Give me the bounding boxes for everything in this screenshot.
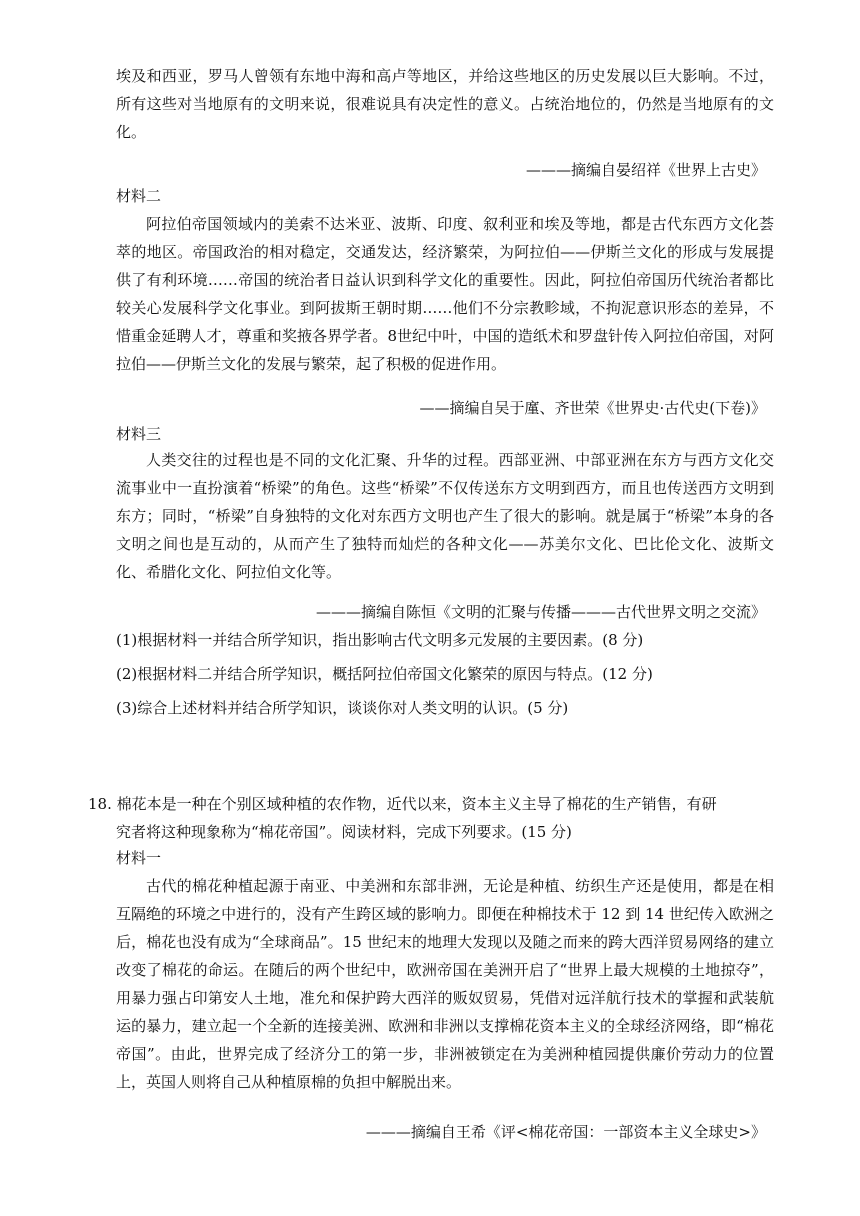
q18-material1-label: 材料一 — [116, 849, 162, 867]
material2-label: 材料二 — [116, 187, 162, 205]
material3-paragraph: 人类交往的过程也是不同的文化汇聚、升华的过程。西部亚洲、中部亚洲在东方与西方文化交流事业中一直扮演着“桥梁”的角色。这些“桥梁”不仅传送东方文明到西方，而且也传送西方文明到东方；同时，“桥梁”自身独特的文化对东西方文明也产生了很大的影响。就是属于“桥梁”本身的各文明之间也是互动的，从而产生了独特而灿烂的各种文化——苏美尔文化、巴比伦文化、波斯文化、希腊化文化、阿拉伯文化等。 — [116, 451, 774, 581]
material3-label: 材料三 — [116, 425, 162, 443]
q18-material1-paragraph: 古代的棉花种植起源于南亚、中美洲和东部非洲，无论是种植、纺织生产还是使用，都是在相互隔绝的环境之中进行的，没有产生跨区域的影响力。即便在种棉技术于 12 到 14 世纪传入欧洲之后，棉花也没有成为“全球商品”。15 世纪末的地理大发现以及随之而来的跨大西洋贸易网络的建立改变了棉花的命运。在随后的两个世纪中，欧洲帝国在美洲开启了“世界上最大规模的土地掠夺”，用暴力强占印第安人土地，准允和保护跨大西洋的贩奴贸易，凭借对远洋航行技术的掌握和武装航运的暴力，建立起一个全新的连接美洲、欧洲和非洲以支撑棉花资本主义的全球经济网络，即“棉花帝国”。由此，世界完成了经济分工的第一步，非洲被锁定在为美洲种植园提供廉价劳动力的位置上，英国人则将自己从种植原棉的负担中解脱出来。 — [116, 877, 774, 1091]
material1-tail-paragraph: 埃及和西亚，罗马人曾领有东地中海和高卢等地区，并给这些地区的历史发展以巨大影响。不过，所有这些对当地原有的文明来说，很难说具有决定性的意义。占统治地位的，仍然是当地原有的文化。 — [116, 67, 774, 141]
question-18-stem-line2: 究者将这种现象称为“棉花帝国”。阅读材料，完成下列要求。(15 分) — [116, 823, 572, 841]
question-3: (3)综合上述材料并结合所学知识，谈谈你对人类文明的认识。(5 分) — [116, 699, 569, 717]
question-2: (2)根据材料二并结合所学知识，概括阿拉伯帝国文化繁荣的原因与特点。(12 分) — [116, 665, 653, 683]
material1-source: ———摘编自晏绍祥《世界上古史》 — [525, 161, 766, 179]
question-1: (1)根据材料一并结合所学知识，指出影响古代文明多元发展的主要因素。(8 分) — [116, 631, 644, 649]
material2-source: ——摘编自吴于廑、齐世荣《世界史·古代史(下卷)》 — [419, 399, 766, 417]
material3-source: ———摘编自陈恒《文明的汇聚与传播———古代世界文明之交流》 — [315, 603, 766, 621]
q18-material1-source: ———摘编自王希《评<棉花帝国：一部资本主义全球史>》 — [365, 1123, 766, 1141]
question-18-stem-line1: 18. 棉花本是一种在个别区域种植的农作物，近代以来，资本主义主导了棉花的生产销售，有研 — [88, 795, 717, 813]
material2-paragraph: 阿拉伯帝国领域内的美索不达米亚、波斯、印度、叙利亚和埃及等地，都是古代东西方文化荟萃的地区。帝国政治的相对稳定，交通发达，经济繁荣，为阿拉伯——伊斯兰文化的形成与发展提供了有利环境……帝国的统治者日益认识到科学文化的重要性。因此，阿拉伯帝国历代统治者都比较关心发展科学文化事业。到阿拔斯王朝时期……他们不分宗教畛域，不拘泥意识形态的差异，不惜重金延聘人才，尊重和奖掖各界学者。8世纪中叶，中国的造纸术和罗盘针传入阿拉伯帝国，对阿拉伯——伊斯兰文化的发展与繁荣，起了积极的促进作用。 — [116, 215, 774, 373]
